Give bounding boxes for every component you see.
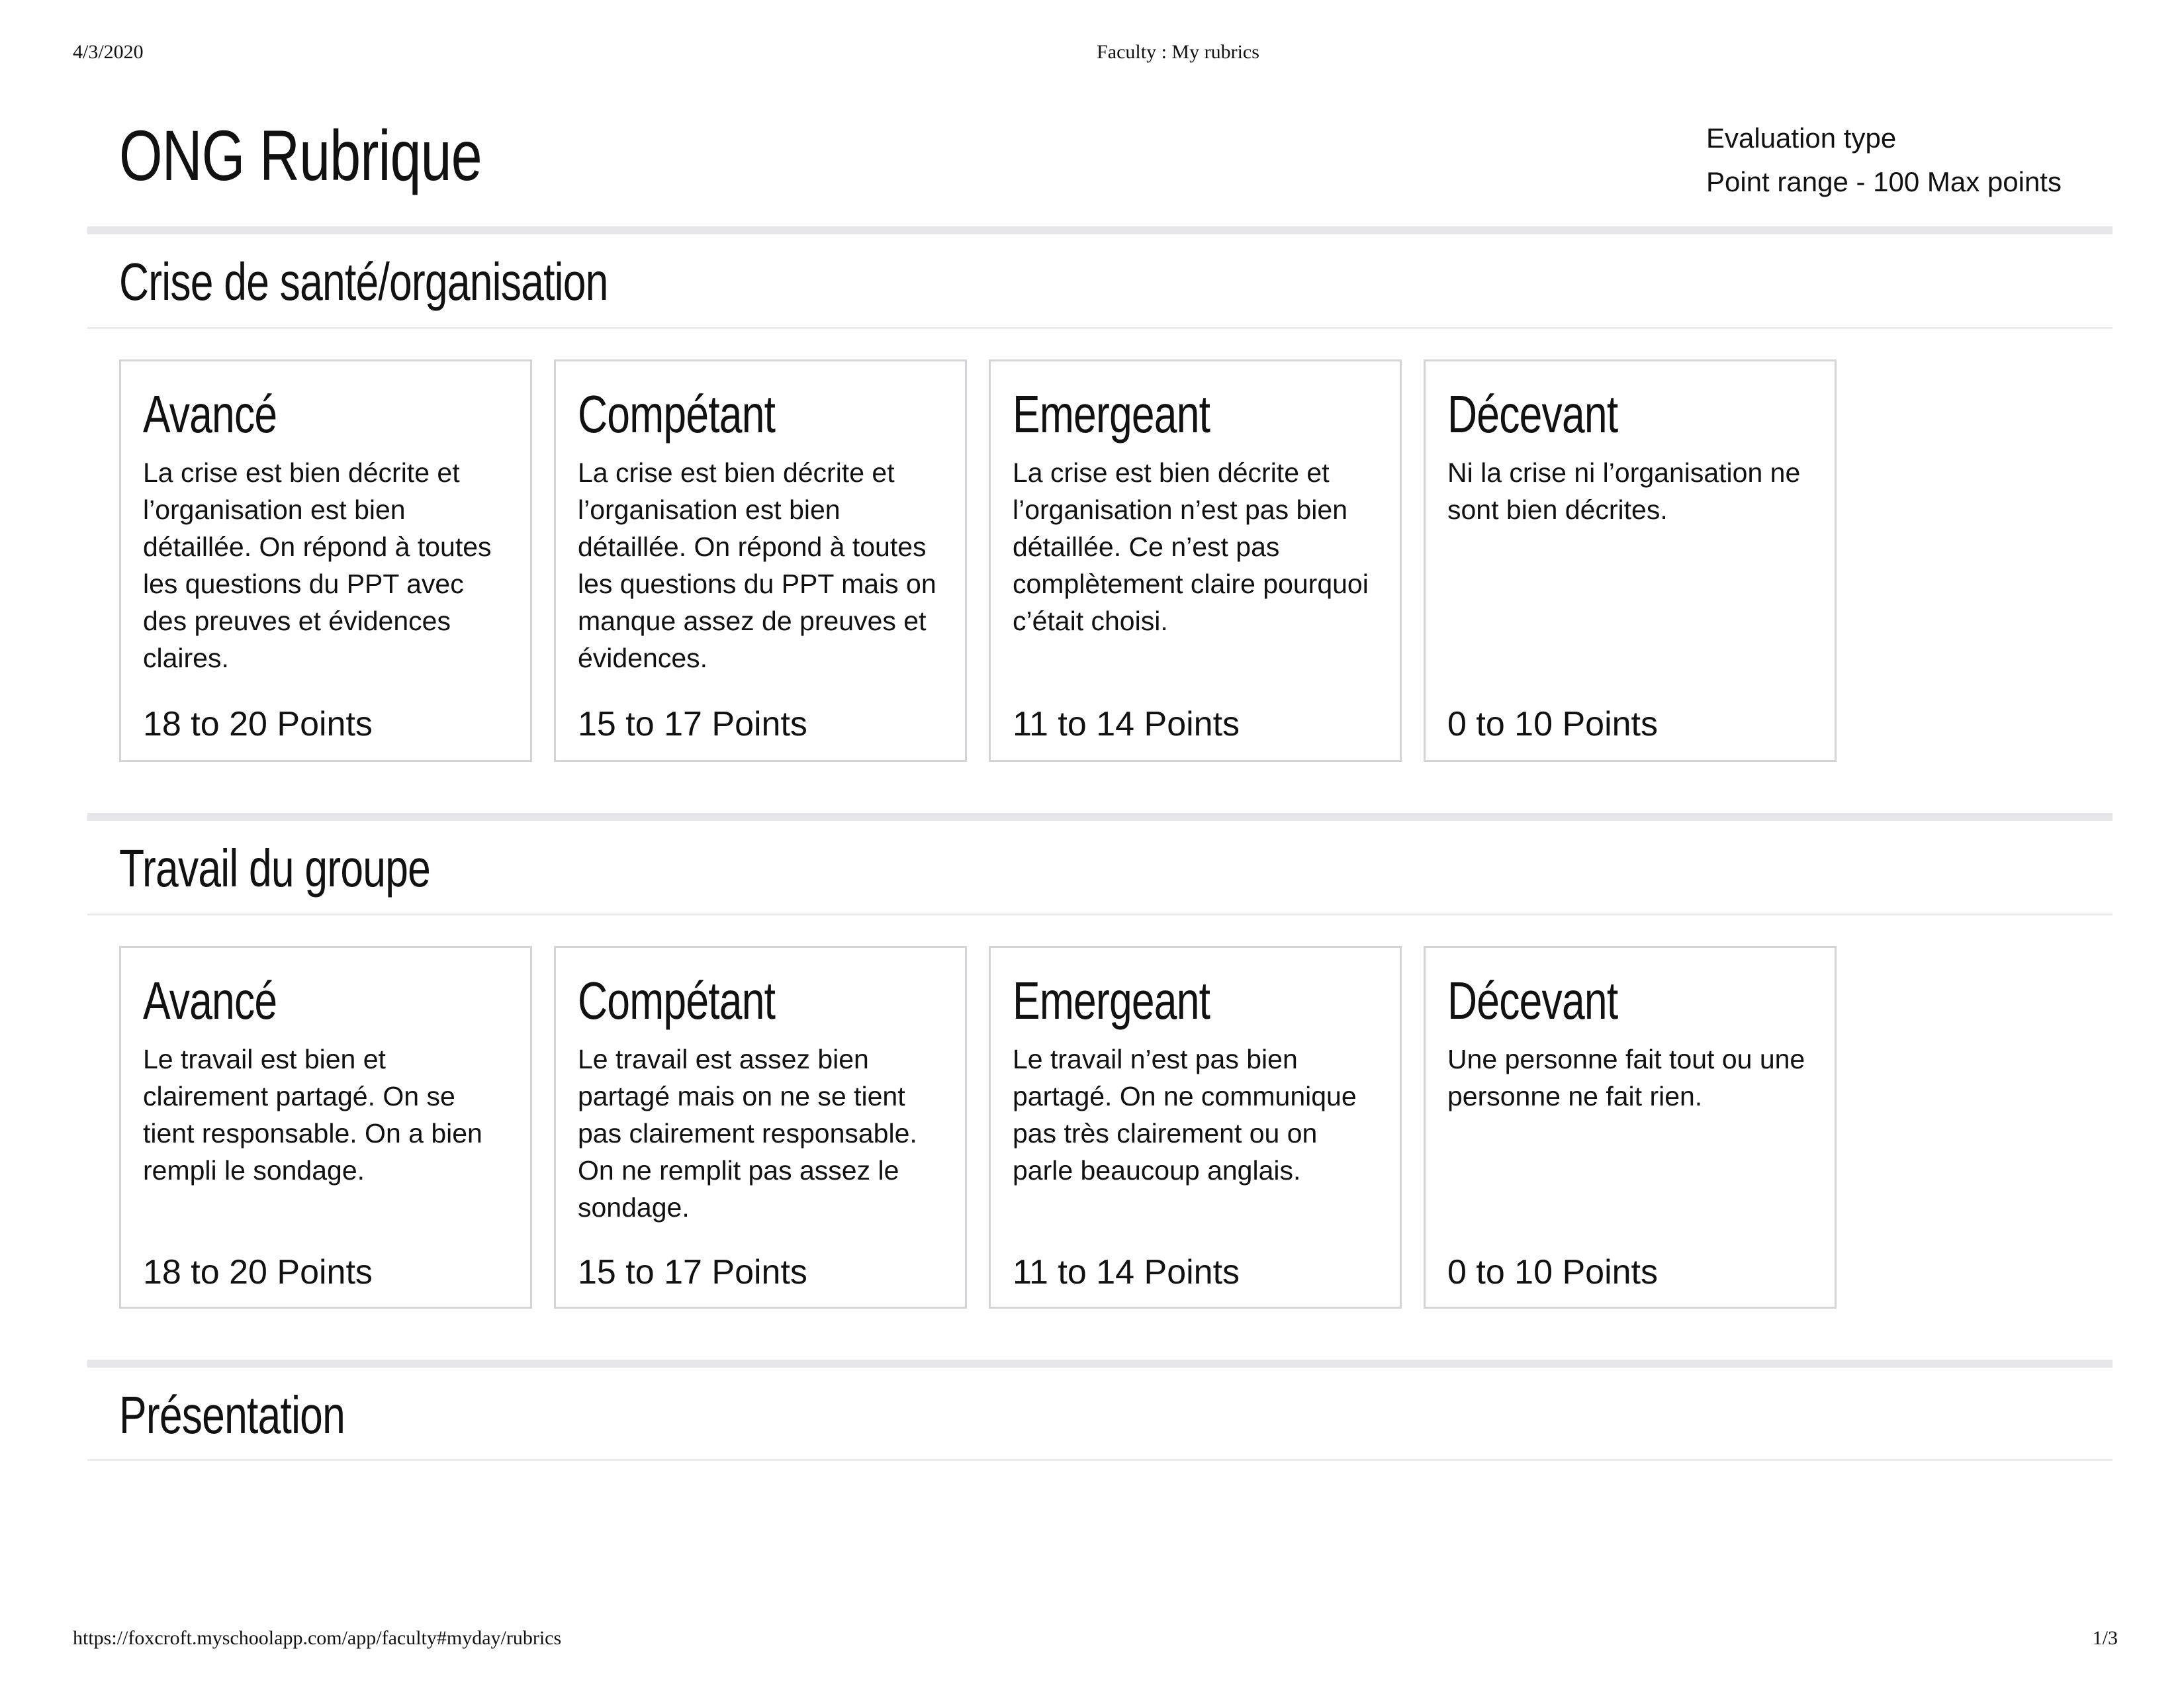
section-divider [87,813,2113,821]
level-card-disappointing [1424,359,1837,762]
level-description: Le travail n’est pas bien partagé. On ne communique pas très clairement ou on parle beaucoup anglais. [1013,1044,1357,1186]
level-name: Emergeant [1013,385,1210,444]
level-points: 0 to 10 Points [1447,1253,1658,1291]
criterion-divider [87,327,2113,329]
level-description: Le travail est assez bien partagé mais on ne se tient pas clairement responsable. On ne remplit pas assez le sondage. [578,1044,917,1223]
level-points: 18 to 20 Points [143,1253,373,1291]
level-name: Compétant [578,385,776,444]
level-name: Compétant [578,971,776,1030]
level-description: La crise est bien décrite et l’organisation est bien détaillée. On répond à toutes les questions du PPT mais on manque assez de preuves et évidences. [578,457,936,673]
print-page-number: 1/3 [2092,1627,2118,1649]
criterion-divider [87,1459,2113,1461]
level-description: Ni la crise ni l’organisation ne sont bien décrites. [1447,457,1801,525]
print-footer [0,1627,2184,1654]
section-divider [87,1360,2113,1368]
print-header [0,41,2184,68]
level-description: Une personne fait tout ou une personne ne fait rien. [1447,1044,1805,1111]
level-name: Décevant [1447,971,1618,1030]
level-card-competent [554,946,967,1309]
level-description: La crise est bien décrite et l’organisation n’est pas bien détaillée. Ce n’est pas complètement claire pourquoi c’était choisi. [1013,457,1369,636]
criterion-divider [87,914,2113,915]
level-name: Avancé [143,385,277,444]
level-name: Emergeant [1013,971,1210,1030]
print-url: https://foxcroft.myschoolapp.com/app/faculty#myday/rubrics [73,1627,562,1649]
criterion-title: Crise de santé/organisation [119,252,608,311]
rubric-title: ONG Rubrique [119,115,482,195]
level-description: La crise est bien décrite et l’organisation est bien détaillée. On répond à toutes les questions du PPT avec des preuves et évidences claires. [143,457,492,673]
level-card-competent [554,359,967,762]
level-points: 15 to 17 Points [578,1253,807,1291]
level-points: 11 to 14 Points [1013,705,1240,743]
level-points: 18 to 20 Points [143,705,373,743]
evaluation-info [1706,117,2062,204]
print-date: 4/3/2020 [73,41,144,63]
print-page-title: Faculty : My rubrics [1097,41,1259,63]
level-card-disappointing [1424,946,1837,1309]
level-name: Avancé [143,971,277,1030]
level-name: Décevant [1447,385,1618,444]
level-points: 15 to 17 Points [578,705,807,743]
criterion-title: Travail du groupe [119,839,431,898]
level-card-emerging [989,946,1402,1309]
level-card-advanced [119,946,532,1309]
level-card-advanced [119,359,532,762]
point-range: Point range - 100 Max points [1706,166,2062,197]
level-points: 11 to 14 Points [1013,1253,1240,1291]
level-description: Le travail est bien et clairement partagé. On se tient responsable. On a bien rempli le sondage. [143,1044,482,1186]
evaluation-type-label: Evaluation type [1706,122,1897,154]
level-points: 0 to 10 Points [1447,705,1658,743]
section-divider [87,226,2113,234]
level-card-emerging [989,359,1402,762]
criterion-title: Présentation [119,1385,345,1444]
